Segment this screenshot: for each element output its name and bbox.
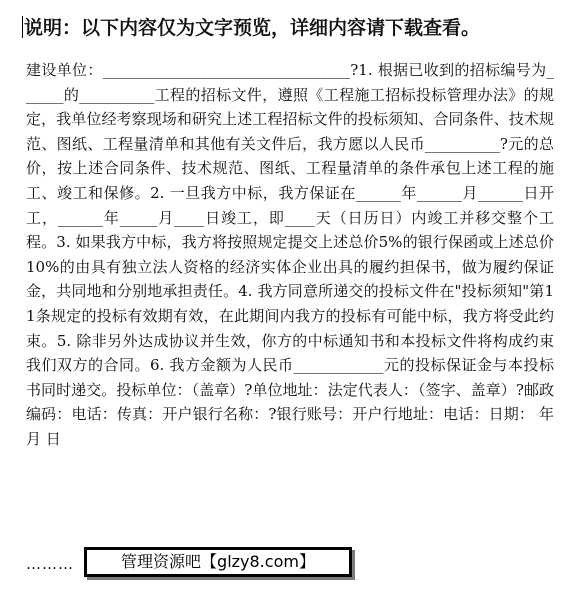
watermark-banner <box>84 547 352 577</box>
document-body: 建设单位：_________________________________?1. 根据已收到的招标编号为______的__________工程的招标文件，遵照《工程施工招标投标管理办法》的规定，我单位经考察现场和研究上述工程招标文件的投标须知、合同条件、技术规范、图纸、工程量清单和其他有关文件后，我方愿以人民币__________?元的总价，按上述合同条件、技术规范、图纸、工程量清单的条件承包上述工程的施工、竣工和保修。2. 一旦我方中标，我方保证在______年______月______日开工，______年_____月____日竣工，即____天（日历日）内竣工并移交整个工程。3. 如果我方中标，我方将按照规定提交上述总价5%的银行保函或上述总价10%的由具有独立法人资格的经济实体企业出具的履约担保书，做为履约保证金，共同地和分别地承担责任。4. 我方同意所递交的投标文件在"投标须知"第11条规定的投标有效期有效，在此期间内我方的投标有可能中标，我方将受此约束。5. 除非另外达成协议并生效，你方的中标通知书和本投标文件将构成约束我们双方的合同。6. 我方金额为人民币____________元的投标保证金与本投标书同时递交。投标单位：（盖章）?单位地址：法定代表人：（签字、盖章）?邮政编码：电话：传真：开户银行名称：?银行账号：开户行地址：电话：日期： 年 月 日 <box>26 61 554 448</box>
preview-notice-text: 说明：以下内容仅为文字预览，详细内容请下载查看。 <box>24 17 481 39</box>
text-cursor <box>22 16 23 38</box>
preview-notice <box>22 14 572 42</box>
watermark-text: 管理资源吧【glzy8.com】 <box>87 550 349 574</box>
truncation-ellipsis: ……… <box>26 555 74 573</box>
